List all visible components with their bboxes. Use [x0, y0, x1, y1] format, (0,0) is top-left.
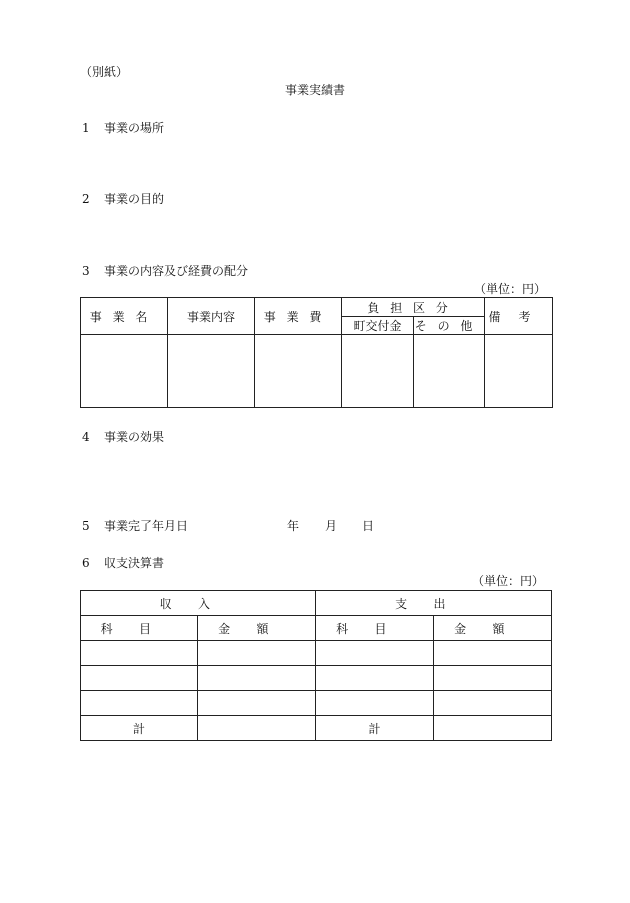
table-cell — [316, 691, 434, 716]
section-label: 事業の内容及び経費の配分 — [104, 264, 249, 278]
table-cell — [81, 641, 198, 666]
header-expense-item: 科目 — [316, 616, 434, 641]
table-row — [81, 641, 552, 666]
expense-total-cell — [434, 716, 552, 741]
section-label: 収支決算書 — [104, 556, 165, 570]
section-number: 1 — [82, 121, 90, 135]
project-cost-table — [80, 297, 553, 408]
section-1-heading — [82, 122, 164, 134]
table-cell — [198, 691, 316, 716]
section-label: 事業完了年月日 — [104, 519, 189, 533]
table-cell — [434, 691, 552, 716]
header-project-cost: 事業費 — [255, 298, 342, 335]
section-number: 4 — [82, 430, 90, 444]
attachment-label: （別紙） — [80, 65, 129, 79]
income-total-cell — [198, 716, 316, 741]
header-income-item: 科目 — [81, 616, 198, 641]
header-remarks: 備考 — [485, 298, 553, 335]
table-cell — [434, 641, 552, 666]
section-3-heading — [82, 265, 248, 277]
section-number: 6 — [82, 556, 90, 570]
unit-label: （単位：円） — [473, 282, 546, 296]
settlement-table — [80, 590, 552, 741]
header-project-content: 事業内容 — [168, 298, 255, 335]
table-cell — [198, 666, 316, 691]
table-row — [81, 666, 552, 691]
section-4-heading — [82, 431, 164, 443]
table-cell — [81, 666, 198, 691]
section-number: 2 — [82, 192, 90, 206]
table-cell — [81, 335, 168, 408]
section-5-heading — [82, 520, 188, 532]
header-income-amount: 金額 — [198, 616, 316, 641]
table-cell — [168, 335, 255, 408]
table-cell — [316, 666, 434, 691]
table-row — [81, 691, 552, 716]
section-number: 3 — [82, 264, 90, 278]
table-cell — [316, 641, 434, 666]
section-2-heading — [82, 193, 164, 205]
header-income: 収入 — [81, 591, 316, 616]
table-cell — [434, 666, 552, 691]
table-cell — [414, 335, 485, 408]
table-cell — [81, 691, 198, 716]
section-6-heading — [82, 557, 164, 569]
unit-label: （単位：円） — [471, 574, 544, 588]
header-other: その他 — [414, 317, 485, 335]
page-title: 事業実績書 — [284, 83, 345, 97]
total-row — [81, 716, 552, 741]
section-number: 5 — [82, 519, 90, 533]
header-town-grant: 町交付金 — [342, 317, 414, 335]
completion-year-label: 年 — [287, 519, 300, 533]
completion-day-label: 日 — [362, 519, 375, 533]
header-expense-amount: 金額 — [434, 616, 552, 641]
income-total-label: 計 — [81, 716, 198, 741]
header-project-name: 事業名 — [81, 298, 168, 335]
table-cell — [255, 335, 342, 408]
section-label: 事業の効果 — [104, 430, 165, 444]
table-cell — [198, 641, 316, 666]
header-burden-division: 負担区分 — [342, 298, 485, 317]
table-cell — [485, 335, 553, 408]
header-expense: 支出 — [316, 591, 552, 616]
table-cell — [342, 335, 414, 408]
expense-total-label: 計 — [316, 716, 434, 741]
completion-month-label: 月 — [325, 519, 338, 533]
section-label: 事業の場所 — [104, 121, 165, 135]
section-label: 事業の目的 — [104, 192, 165, 206]
